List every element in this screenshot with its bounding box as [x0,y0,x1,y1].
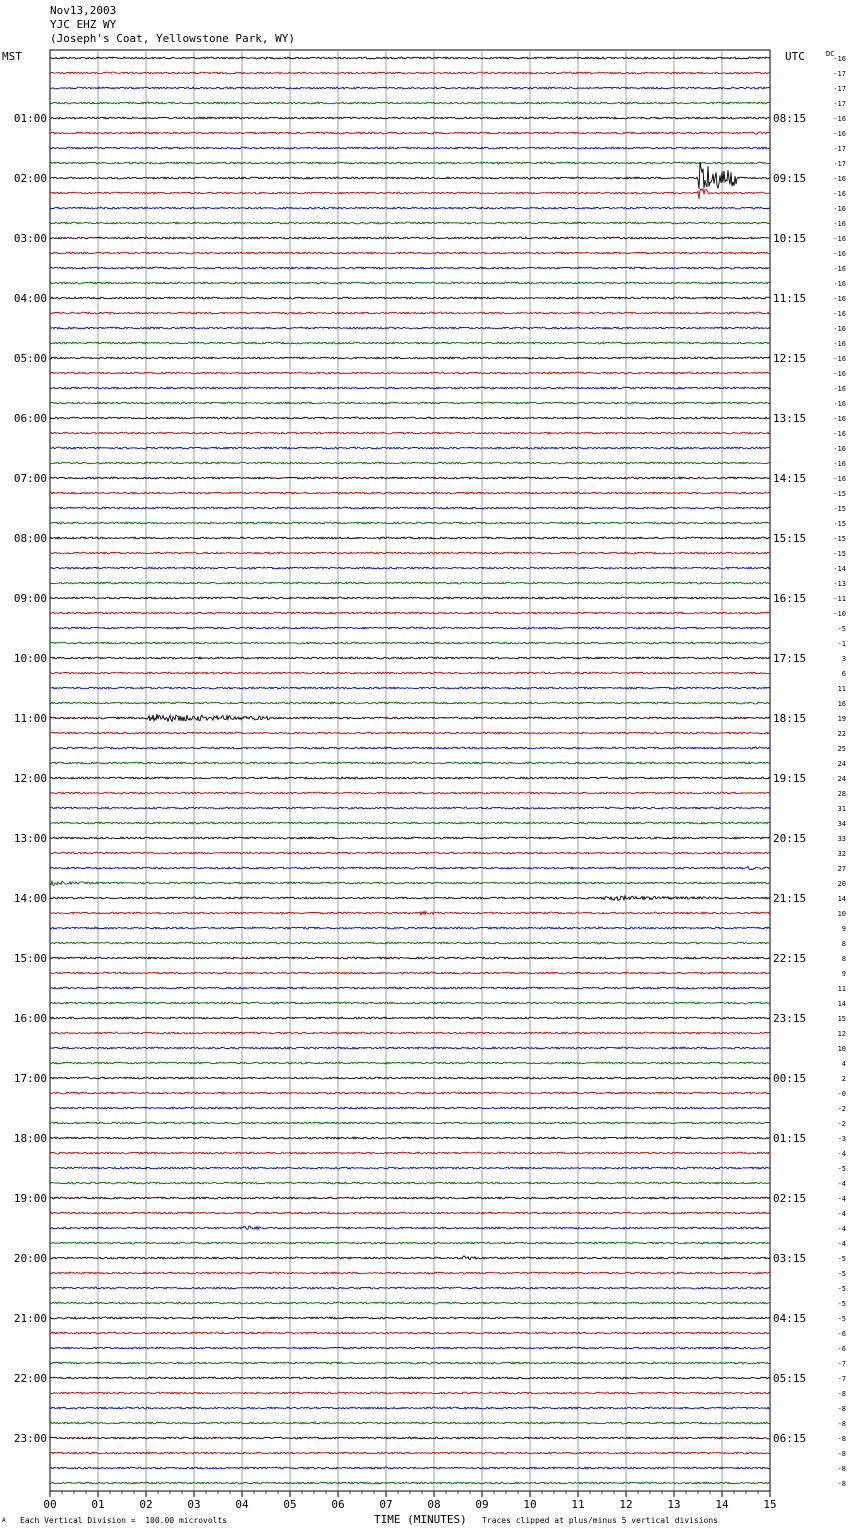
trace-row [50,657,770,659]
trace-row [50,1167,770,1169]
right-axis-label: UTC [785,50,805,63]
dc-offset-label: -6 [837,1330,846,1338]
trace-row [50,72,770,74]
dc-offset-label: -16 [833,130,846,138]
utc-hour-label: 05:15 [773,1372,807,1385]
dc-offset-label: 9 [841,925,846,933]
mst-hour-label: 21:00 [13,1312,47,1325]
utc-hour-label: 22:15 [773,952,807,965]
dc-offset-label: 20 [837,880,846,888]
trace-row [50,222,770,224]
dc-offset-label: -15 [833,535,846,543]
dc-offset-label: 25 [837,745,846,753]
trace-row [50,402,770,404]
trace-row [50,1437,770,1439]
utc-hour-label: 02:15 [773,1192,807,1205]
trace-row [50,117,770,119]
plot-frame [50,50,770,1491]
dc-offset-label: -17 [833,70,846,78]
trace-row [50,1107,770,1109]
x-tick-label: 06 [331,1498,345,1511]
dc-offset-label: -15 [833,490,846,498]
mst-hour-label: 06:00 [13,412,47,425]
trace-row [50,1287,770,1289]
dc-offset-label: -8 [837,1420,846,1428]
trace-row [50,1377,770,1379]
trace-row [50,1182,770,1184]
trace-row [50,507,770,509]
trace-row [50,147,770,149]
trace-row [50,942,770,944]
trace-row [50,522,770,524]
utc-hour-label: 08:15 [773,112,807,125]
dc-offset-label: 32 [837,850,846,858]
dc-offset-label: -16 [833,250,846,258]
trace-row [50,807,770,809]
utc-hour-label: 11:15 [773,292,807,305]
trace-row [50,357,770,359]
trace-row [50,672,770,674]
trace-row [50,297,770,299]
trace-row [50,1452,770,1454]
trace-row [50,537,770,539]
dc-offset-label: 27 [837,865,846,873]
dc-offset-label: -16 [833,205,846,213]
dc-offset-label: 9 [841,970,846,978]
utc-hour-label: 13:15 [773,412,807,425]
dc-offset-label: 33 [837,835,846,843]
dc-offset-label: -3 [837,1135,846,1143]
utc-hour-label: 14:15 [773,472,807,485]
mst-hour-label: 03:00 [13,232,47,245]
utc-hour-label: 00:15 [773,1072,807,1085]
dc-offset-label: 3 [841,655,846,663]
dc-offset-label: 19 [837,715,846,723]
x-tick-label: 14 [715,1498,729,1511]
trace-row [50,972,770,974]
dc-offset-label: -7 [837,1375,846,1383]
trace-row [50,1302,770,1304]
dc-offset-label: 15 [837,1015,846,1023]
trace-row [50,866,770,869]
dc-offset-label: -16 [833,385,846,393]
mst-hour-label: 01:00 [13,112,47,125]
dc-offset-label: 10 [837,910,846,918]
dc-offset-label: 24 [837,760,846,768]
utc-hour-label: 21:15 [773,892,807,905]
x-tick-label: 02 [139,1498,153,1511]
trace-row [50,477,770,479]
dc-offset-label: -6 [837,1345,846,1353]
trace-row [50,252,770,254]
trace-row [50,417,770,419]
dc-offset-label: -17 [833,85,846,93]
mst-hour-label: 19:00 [13,1192,47,1205]
utc-hour-label: 04:15 [773,1312,807,1325]
trace-row [50,312,770,314]
dc-offset-label: -15 [833,550,846,558]
dc-offset-label: -8 [837,1435,846,1443]
dc-offset-label: 14 [837,895,846,903]
dc-offset-label: -8 [837,1480,846,1488]
x-tick-label: 11 [571,1498,585,1511]
utc-hour-label: 01:15 [773,1132,807,1145]
trace-row [50,1226,770,1229]
trace-row [50,747,770,749]
utc-hour-label: 12:15 [773,352,807,365]
dc-offset-label: -0 [837,1090,846,1098]
mst-hour-label: 10:00 [13,652,47,665]
dc-offset-label: 8 [841,940,846,948]
dc-offset-label: 34 [837,820,846,828]
trace-row [50,822,770,824]
trace-row [50,612,770,614]
x-tick-label: 08 [427,1498,441,1511]
dc-offset-label: -16 [833,55,846,63]
dc-offset-label: -4 [837,1180,846,1188]
trace-row [50,162,770,164]
dc-offset-label: 8 [841,955,846,963]
dc-offset-label: -16 [833,430,846,438]
mst-hour-label: 18:00 [13,1132,47,1145]
dc-offset-label: 11 [837,985,846,993]
trace-row [50,1197,770,1199]
trace-row [50,282,770,284]
trace-row [50,387,770,389]
utc-hour-label: 19:15 [773,772,807,785]
dc-offset-label: -16 [833,475,846,483]
mst-hour-label: 23:00 [13,1432,47,1445]
dc-offset-label: -16 [833,460,846,468]
trace-row [50,911,770,915]
dc-offset-label: 16 [837,700,846,708]
x-axis-title: TIME (MINUTES) [374,1513,467,1526]
mst-hour-label: 16:00 [13,1012,47,1025]
trace-row [50,881,770,885]
trace-row [50,132,770,135]
trace-row [50,1122,770,1124]
dc-offset-label: -2 [837,1105,846,1113]
trace-row [50,1467,770,1469]
trace-row [50,714,770,722]
x-tick-label: 07 [379,1498,393,1511]
mst-hour-label: 13:00 [13,832,47,845]
mst-hour-label: 09:00 [13,592,47,605]
dc-offset-label: -16 [833,235,846,243]
trace-row [50,207,770,209]
dc-offset-label: 6 [841,670,846,678]
mst-hour-label: 14:00 [13,892,47,905]
trace-row [50,792,770,794]
trace-row [50,1242,770,1244]
dc-offset-label: -5 [837,1285,846,1293]
trace-row [50,102,770,104]
dc-offset-label: -16 [833,370,846,378]
dc-offset-label: -16 [833,445,846,453]
utc-hour-label: 15:15 [773,532,807,545]
dc-offset-label: -5 [837,1315,846,1323]
trace-row [50,896,770,901]
trace-row [50,567,770,569]
trace-row [50,462,770,464]
dc-offset-label: -11 [833,595,846,603]
utc-hour-label: 18:15 [773,712,807,725]
trace-row [50,432,770,434]
dc-offset-label: -14 [833,565,846,573]
dc-offset-label: -17 [833,145,846,153]
trace-row [50,189,770,199]
dc-offset-label: -16 [833,340,846,348]
trace-row [50,1317,770,1319]
trace-row [50,1137,770,1139]
dc-offset-label: -5 [837,1255,846,1263]
clip-note: Traces clipped at plus/minus 5 vertical divisions [482,1516,719,1525]
dc-offset-label: -16 [833,190,846,198]
dc-offset-label: -5 [837,1270,846,1278]
dc-offset-label: 2 [841,1075,846,1083]
trace-row [50,837,770,839]
dc-offset-label: -15 [833,520,846,528]
x-tick-label: 09 [475,1498,489,1511]
dc-offset-label: -1 [837,640,846,648]
x-tick-label: 04 [235,1498,249,1511]
station-code: YJC EHZ WY [50,18,117,31]
x-tick-label: 05 [283,1498,297,1511]
trace-row [50,87,770,89]
trace-row [50,627,770,629]
trace-row [50,1152,770,1154]
dc-offset-label: -16 [833,400,846,408]
trace-row [50,957,770,959]
dc-offset-label: -2 [837,1120,846,1128]
trace-row [50,1212,770,1214]
dc-offset-label: -16 [833,325,846,333]
trace-row [50,597,770,599]
trace-row [50,732,770,734]
x-tick-label: 13 [667,1498,681,1511]
utc-hour-label: 03:15 [773,1252,807,1265]
trace-row [50,687,770,689]
dc-offset-label: 22 [837,730,846,738]
trace-row [50,987,770,989]
dc-offset-label: -7 [837,1360,846,1368]
trace-row [50,1092,770,1094]
utc-hour-label: 10:15 [773,232,807,245]
dc-offset-label: -16 [833,220,846,228]
trace-row [50,777,770,779]
trace-row [50,1482,770,1484]
x-tick-label: 15 [763,1498,777,1511]
mst-hour-label: 08:00 [13,532,47,545]
dc-offset-label: -5 [837,1165,846,1173]
dc-offset-label: 10 [837,1045,846,1053]
dc-offset-label: -15 [833,505,846,513]
dc-offset-label: -8 [837,1450,846,1458]
mst-hour-label: 05:00 [13,352,47,365]
trace-row [50,702,770,704]
dc-offset-label: -16 [833,265,846,273]
trace-row [50,852,770,854]
dc-offset-label: -16 [833,295,846,303]
dc-offset-label: -10 [833,610,846,618]
dc-offset-label: -16 [833,115,846,123]
mst-hour-label: 04:00 [13,292,47,305]
mst-hour-label: 11:00 [13,712,47,725]
trace-row [50,57,770,59]
dc-offset-label: 12 [837,1030,846,1038]
trace-row [50,582,770,584]
dc-offset-label: 28 [837,790,846,798]
dc-offset-label: -4 [837,1195,846,1203]
trace-row [50,1422,770,1424]
dc-offset-label: 24 [837,775,846,783]
trace-row [50,267,770,269]
trace-row [50,1017,770,1019]
trace-row [50,1272,770,1274]
dc-offset-label: -16 [833,355,846,363]
dc-offset-label: -4 [837,1210,846,1218]
dc-offset-label: -8 [837,1405,846,1413]
mst-hour-label: 12:00 [13,772,47,785]
utc-hour-label: 16:15 [773,592,807,605]
station-location: (Joseph's Coat, Yellowstone Park, WY) [50,32,296,45]
trace-row [50,1047,770,1049]
dc-offset-label: 4 [841,1060,846,1068]
trace-row [50,1362,770,1364]
trace-row [50,1407,770,1409]
dc-offset-label: -5 [837,1300,846,1308]
trace-row [50,762,770,764]
mst-hour-label: 20:00 [13,1252,47,1265]
trace-row [50,1077,770,1079]
mst-hour-label: 17:00 [13,1072,47,1085]
trace-row [50,447,770,449]
dc-offset-label: 31 [837,805,846,813]
trace-row [50,1392,770,1394]
trace-row [50,1062,770,1064]
mst-hour-label: 15:00 [13,952,47,965]
trace-row [50,327,770,329]
dc-offset-label: -17 [833,160,846,168]
dc-offset-label: 11 [837,685,846,693]
dc-offset-label: -4 [837,1225,846,1233]
mst-hour-label: 22:00 [13,1372,47,1385]
dc-offset-label: -16 [833,280,846,288]
dc-offset-label: -4 [837,1150,846,1158]
mst-hour-label: 07:00 [13,472,47,485]
utc-hour-label: 17:15 [773,652,807,665]
left-axis-label: MST [2,50,22,63]
x-tick-label: 10 [523,1498,537,1511]
record-date: Nov13,2003 [50,4,117,17]
dc-offset-label: -5 [837,625,846,633]
trace-row [50,1256,770,1260]
dc-offset-label: -8 [837,1465,846,1473]
dc-offset-label: -16 [833,310,846,318]
x-tick-label: 03 [187,1498,201,1511]
trace-row [50,162,770,189]
dc-offset-label: -16 [833,415,846,423]
utc-hour-label: 23:15 [773,1012,807,1025]
dc-offset-label: -17 [833,100,846,108]
utc-hour-label: 20:15 [773,832,807,845]
corner-mark: A [2,1517,6,1524]
trace-row [50,927,770,929]
trace-row [50,1002,770,1004]
trace-row [50,552,770,554]
x-tick-label: 12 [619,1498,633,1511]
x-tick-label: 01 [91,1498,105,1511]
scale-note: Each Vertical Division = 100.00 microvolts [20,1516,228,1525]
trace-row [50,642,770,644]
utc-hour-label: 06:15 [773,1432,807,1445]
dc-offset-label: -4 [837,1240,846,1248]
trace-row [50,1347,770,1349]
x-tick-label: 00 [43,1498,57,1511]
trace-row [50,342,770,344]
trace-row [50,1032,770,1034]
mst-hour-label: 02:00 [13,172,47,185]
dc-offset-label: -13 [833,580,846,588]
utc-hour-label: 09:15 [773,172,807,185]
dc-offset-label: 14 [837,1000,846,1008]
trace-row [50,372,770,374]
dc-label: DC [826,50,835,58]
trace-row [50,1332,770,1334]
dc-offset-label: -8 [837,1390,846,1398]
trace-row [50,237,770,239]
trace-row [50,492,770,494]
dc-offset-label: -16 [833,175,846,183]
